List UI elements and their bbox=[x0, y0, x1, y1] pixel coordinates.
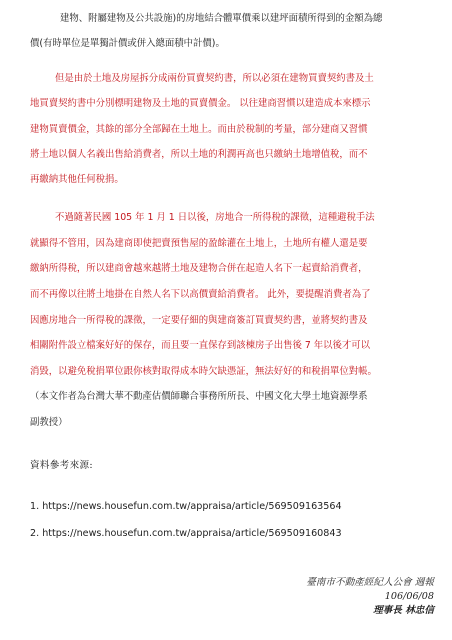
paragraph-2-line: 再繳納其他任何稅捐。 bbox=[30, 174, 124, 185]
paragraph-3-line: 就顯得不管用，因為建商即使把賣預售屋的盈餘灌在土地上，土地所有權人還是要 bbox=[30, 238, 368, 249]
signature-org: 臺南市不動產經紀人公會 週報 bbox=[306, 577, 434, 588]
signature-chair: 理事長 林忠信 bbox=[373, 605, 434, 616]
paragraph-3-line: 消毀，以避免稅捐單位跟你核對取得成本時欠缺憑証，無法好好的和稅捐單位對帳。 bbox=[30, 366, 377, 377]
paragraph-1-line: 建物、附屬建物及公共設施)的房地結合體單價乘以建坪面積所得到的金額為總 bbox=[60, 13, 383, 24]
author-note-line: 副教授） bbox=[30, 417, 68, 428]
paragraph-3-line: 繳納所得稅，所以建商會越來越將土地及建物合併在起造人名下一起賣給消費者， bbox=[30, 263, 368, 274]
paragraph-2-line: 地買賣契約書中分別標明建物及土地的買賣價金。 以往建商習慣以建造成本來標示 bbox=[30, 98, 371, 109]
paragraph-2-line: 將土地以個人名義出售給消費者，所以土地的利潤再高也只繳納土地增值稅，而不 bbox=[30, 149, 368, 160]
paragraph-3-line: 而不再像以往將土地掛在自然人名下以高價賣給消費者。 此外，要提醒消費者為了 bbox=[30, 289, 371, 300]
paragraph-3-line: 因應房地合一所得稅的課徵，一定要仔細的與建商簽訂買賣契約書，並將契約書及 bbox=[30, 315, 368, 326]
reference-link[interactable]: 1. https://news.housefun.com.tw/appraisa/article/569509163564 bbox=[30, 501, 342, 512]
paragraph-1-line: 價(有時單位是單獨計價或併入總面積中計價)。 bbox=[30, 38, 225, 49]
references-label: 資料參考來源: bbox=[30, 460, 93, 471]
paragraph-2-line: 建物買賣價金，其餘的部分全部歸在土地上。而由於稅制的考量，部分建商又習慣 bbox=[30, 124, 368, 135]
paragraph-3-line: 不過隨著民國 105 年 1 月 1 日以後，房地合一所得稅的課徵，這種避稅手法 bbox=[55, 212, 375, 223]
paragraph-2-line: 但是由於土地及房屋拆分成兩份買賣契約書，所以必須在建物買賣契約書及土 bbox=[55, 73, 374, 84]
author-note-line: （本文作者為台灣大華不動產估價師聯合事務所所長、中國文化大學土地資源學系 bbox=[30, 391, 368, 402]
paragraph-3-line: 相關附件設立檔案好好的保存，而且要一直保存到該棟房子出售後 7 年以後才可以 bbox=[30, 340, 371, 351]
reference-link[interactable]: 2. https://news.housefun.com.tw/appraisa/article/569509160843 bbox=[30, 528, 342, 539]
signature-date: 106/06/08 bbox=[384, 591, 434, 602]
